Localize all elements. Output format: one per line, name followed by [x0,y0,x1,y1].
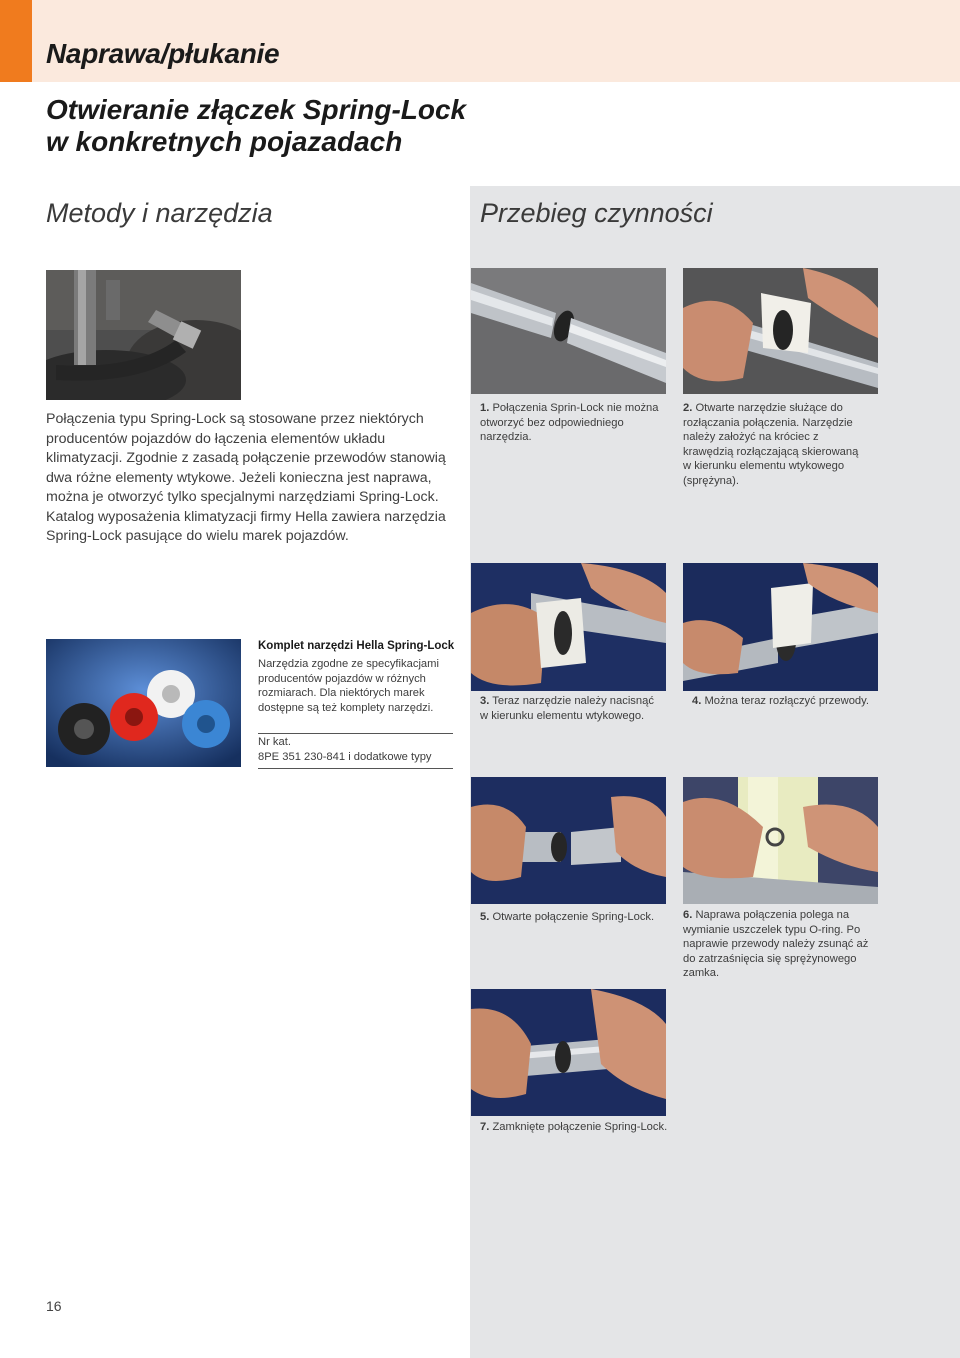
step-1-caption [480,401,660,445]
step-text: Teraz narzędzie należy nacisnąć w kierunku elementu wtykowego. [480,695,654,722]
step-5-caption [480,910,665,925]
methods-heading: Metody i narzędzia [46,198,273,228]
step-number: 6. [683,909,693,921]
kit-divider-top [258,733,453,734]
kit-number-label: Nr kat. [258,736,291,748]
step-6-caption [683,908,878,981]
step-4-caption [692,694,877,709]
intro-text: Połączenia typu Spring-Lock są stosowane przez niektórych producentów pojazdów do łączenia elementów układu klimatyzacji. Zgodnie z zasadą połączenie przewodów stanowią dwa różne elementy wtykowe. Jeżeli konieczna jest naprawa, można je otworzyć tylko specjalnymi narzędziami Spring-Lock. Katalog wyposażenia klimatyzacji firmy Hella zawiera narzędzia Spring-Lock pasujące do wielu marek pojazdów. [46,411,446,544]
procedure-heading: Przebieg czynności [480,198,713,228]
kit-description: Narzędzia zgodne ze specyfikacjami producentów pojazdów w różnych rozmiarach. Dla niektórych marek dostępne są też komplety narzędzi. [258,658,439,714]
step-3-photo [471,563,666,691]
page-title [46,94,506,158]
step-text: Otwarte narzędzie służące do rozłączania połączenia. Narzędzie należy założyć na króciec z krawędzią rozłączającą skierowaną w kierunku elementu wtykowego (sprężyna). [683,402,859,487]
step-text: Zamknięte połączenie Spring-Lock. [492,1121,668,1133]
tool-kit-photo [46,639,241,767]
step-7-photo [471,989,666,1116]
step-text: Otwarte połączenie Spring-Lock. [492,911,655,923]
step-4-photo [683,563,878,691]
step-text: Naprawa połączenia polega na wymianie uszczelek typu O-ring. Po naprawie przewody należy zsunąć aż do zatrzaśnięcia się sprężynowego zamka. [683,909,869,980]
page-title-line1: Otwieranie złączek Spring-Lock [46,94,467,125]
step-number: 2. [683,402,693,414]
header-accent-bar [0,0,32,82]
step-2-photo [683,268,878,394]
page-title-line2: w konkretnych pojazadach [46,126,403,157]
section-title: Naprawa/płukanie [46,38,280,69]
step-number: 1. [480,402,490,414]
step-5-photo [471,777,666,904]
step-7-caption [480,1120,680,1135]
kit-number: 8PE 351 230-841 i dodatkowe typy [258,751,432,763]
step-number: 5. [480,911,490,923]
step-number: 7. [480,1121,490,1133]
step-text: Połączenia Sprin-Lock nie można otworzyć bez odpowiedniego narzędzia. [480,402,659,444]
step-6-photo [683,777,878,904]
page-number: 16 [46,1298,62,1314]
kit-divider-bottom [258,768,453,769]
engine-bay-photo [46,270,241,400]
step-2-caption [683,401,868,489]
step-number: 4. [692,695,702,707]
step-number: 3. [480,695,490,707]
step-1-photo [471,268,666,394]
step-text: Można teraz rozłączyć przewody. [704,695,870,707]
step-3-caption [480,694,665,723]
kit-title: Komplet narzędzi Hella Spring-Lock [258,640,455,652]
